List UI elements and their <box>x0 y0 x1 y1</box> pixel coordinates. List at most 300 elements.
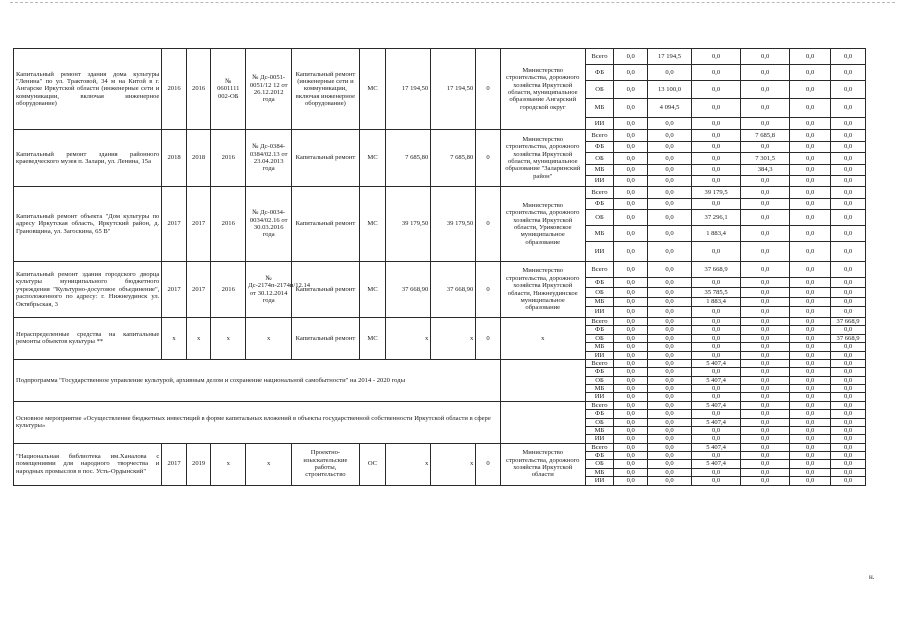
year-amount-cell: 0,0 <box>692 334 741 342</box>
year-amount-cell: 0,0 <box>614 401 648 409</box>
funding-source-cell: МБ <box>585 343 614 351</box>
start-year-cell: 2016 <box>162 49 187 130</box>
year-amount-cell: 0,0 <box>741 99 790 118</box>
year-amount-cell: 0,0 <box>741 242 790 262</box>
year-amount-cell: 37 296,1 <box>692 210 741 226</box>
year-amount-cell: 39 179,5 <box>692 187 741 199</box>
year-amount-cell: 0,0 <box>790 418 831 426</box>
year-amount-cell: 0,0 <box>648 307 692 318</box>
funding-source-cell: ОБ <box>585 376 614 384</box>
year-amount-cell: 0,0 <box>831 351 866 359</box>
year-amount-cell: 0,0 <box>614 65 648 81</box>
year-amount-cell: 0,0 <box>648 262 692 278</box>
ownership-type-cell: МС <box>359 49 386 130</box>
object-name-cell: Капитальный ремонт здания дома культуры "Ленина" по ул. Трактовой, 34 м на Китой в г. Ангарске Иркутской области (инженерные сети и коммуникации, включая инженерное оборудование) <box>14 49 162 130</box>
year-amount-cell: 0,0 <box>614 176 648 187</box>
completed-cost-cell: 0 <box>476 130 501 187</box>
year-amount-cell: 0,0 <box>831 153 866 165</box>
funding-source-cell: ФБ <box>585 278 614 288</box>
year-amount-cell: 0,0 <box>692 307 741 318</box>
year-amount-cell: 0,0 <box>648 298 692 307</box>
completed-cost-cell: 0 <box>476 187 501 262</box>
work-type-cell: Капитальный ремонт (инженерные сети и коммуникации, включая инженерное оборудование) <box>292 49 360 130</box>
year-amount-cell: 0,0 <box>790 410 831 418</box>
funding-source-cell: МБ <box>585 385 614 393</box>
year-amount-cell: 0,0 <box>790 468 831 476</box>
year-amount-cell: 0,0 <box>648 401 692 409</box>
year-amount-cell: 0,0 <box>790 65 831 81</box>
year-amount-cell: 0,0 <box>614 318 648 326</box>
ownership-type-cell: МС <box>359 262 386 318</box>
year-amount-cell: 0,0 <box>648 435 692 443</box>
year-amount-cell: 0,0 <box>614 426 648 434</box>
program-name-cell: Подпрограмма "Государственное управление культурой, архивным делом и сохранение национальной самобытности" на 2014 - 2020 годы <box>14 359 501 401</box>
year-amount-cell: 0,0 <box>648 452 692 460</box>
year-amount-cell: 0,0 <box>648 393 692 401</box>
year-amount-cell: 0,0 <box>741 343 790 351</box>
year-amount-cell: 0,0 <box>831 460 866 468</box>
funding-source-cell: ФБ <box>585 199 614 210</box>
year-amount-cell: 0,0 <box>790 142 831 153</box>
year-amount-cell: 0,0 <box>648 334 692 342</box>
funding-source-cell: ОБ <box>585 153 614 165</box>
year-amount-cell: 0,0 <box>648 343 692 351</box>
year-amount-cell: 5 407,4 <box>692 418 741 426</box>
year-amount-cell: 5 407,4 <box>692 460 741 468</box>
year-amount-cell: 5 407,4 <box>692 443 741 451</box>
year-amount-cell: 0,0 <box>790 187 831 199</box>
year-amount-cell: 0,0 <box>614 359 648 367</box>
empty-cell <box>500 401 585 443</box>
year-amount-cell: 7 301,5 <box>741 153 790 165</box>
funding-source-cell: ИИ <box>585 118 614 130</box>
year-amount-cell: 0,0 <box>790 176 831 187</box>
year-amount-cell: 0,0 <box>741 326 790 334</box>
year-amount-cell: 0,0 <box>831 165 866 176</box>
funding-source-cell: ИИ <box>585 435 614 443</box>
year-amount-cell: 0,0 <box>790 307 831 318</box>
year-amount-cell: 0,0 <box>831 385 866 393</box>
year-amount-cell: 0,0 <box>648 410 692 418</box>
year-amount-cell: 0,0 <box>692 435 741 443</box>
year-amount-cell: 0,0 <box>614 351 648 359</box>
year-amount-cell: 0,0 <box>692 142 741 153</box>
year-amount-cell: 0,0 <box>741 210 790 226</box>
year-amount-cell: 0,0 <box>831 199 866 210</box>
year-amount-cell: 0,0 <box>790 262 831 278</box>
year-amount-cell: 0,0 <box>741 452 790 460</box>
year-amount-cell: 0,0 <box>741 401 790 409</box>
year-amount-cell: 0,0 <box>831 468 866 476</box>
year-amount-cell: 0,0 <box>648 318 692 326</box>
year-amount-cell: 0,0 <box>831 443 866 451</box>
year-amount-cell: 0,0 <box>790 242 831 262</box>
year-amount-cell: 0,0 <box>614 468 648 476</box>
responsible-party-cell: x <box>500 318 585 360</box>
year-amount-cell: 0,0 <box>692 165 741 176</box>
object-name-cell: Нераспределенные средства на капитальные ремонты объектов культуры ** <box>14 318 162 360</box>
completed-cost-cell: 0 <box>476 262 501 318</box>
year-amount-cell: 0,0 <box>614 460 648 468</box>
year-amount-cell: 0,0 <box>614 199 648 210</box>
funding-source-cell: Всего <box>585 49 614 65</box>
year-amount-cell: 0,0 <box>831 393 866 401</box>
funding-source-cell: ФБ <box>585 368 614 376</box>
funding-source-cell: Всего <box>585 187 614 199</box>
year-amount-cell: 0,0 <box>741 65 790 81</box>
year-amount-cell: 0,0 <box>790 393 831 401</box>
year-amount-cell: 0,0 <box>692 477 741 485</box>
end-year-cell: x <box>186 318 211 360</box>
year-amount-cell: 0,0 <box>741 226 790 242</box>
start-year-cell: 2017 <box>162 443 187 485</box>
year-amount-cell: 0,0 <box>614 262 648 278</box>
year-amount-cell: 0,0 <box>648 468 692 476</box>
funding-source-cell: МБ <box>585 468 614 476</box>
year-amount-cell: 0,0 <box>648 65 692 81</box>
year-amount-cell: 0,0 <box>831 326 866 334</box>
document-number-cell: 2016 <box>211 187 246 262</box>
year-amount-cell: 0,0 <box>741 262 790 278</box>
year-amount-cell: 0,0 <box>831 65 866 81</box>
responsible-party-cell: Министерство строительства, дорожного хозяйства Иркутской области, муниципальное образование Ангарский городской округ <box>500 49 585 130</box>
year-amount-cell: 0,0 <box>614 210 648 226</box>
year-amount-cell: 0,0 <box>741 118 790 130</box>
funding-source-cell: Всего <box>585 130 614 142</box>
responsible-party-cell: Министерство строительства, дорожного хозяйства Иркутской области, Нижнеудинское муниципальное образование <box>500 262 585 318</box>
year-amount-cell: 0,0 <box>648 153 692 165</box>
year-amount-cell: 0,0 <box>831 307 866 318</box>
year-amount-cell: 0,0 <box>790 460 831 468</box>
funding-source-cell: ИИ <box>585 242 614 262</box>
funding-source-cell: Всего <box>585 318 614 326</box>
funding-source-cell: ФБ <box>585 410 614 418</box>
work-type-cell: Капитальный ремонт <box>292 130 360 187</box>
funding-source-cell: ОБ <box>585 418 614 426</box>
year-amount-cell: 0,0 <box>614 307 648 318</box>
year-amount-cell: 0,0 <box>790 153 831 165</box>
year-amount-cell: 0,0 <box>790 385 831 393</box>
year-amount-cell: 0,0 <box>790 210 831 226</box>
year-amount-cell: 0,0 <box>741 426 790 434</box>
year-amount-cell: 0,0 <box>790 477 831 485</box>
funding-source-cell: МБ <box>585 426 614 434</box>
year-amount-cell: 0,0 <box>692 199 741 210</box>
year-amount-cell: 0,0 <box>741 376 790 384</box>
year-amount-cell: 0,0 <box>614 242 648 262</box>
year-amount-cell: 37 668,9 <box>692 262 741 278</box>
year-amount-cell: 0,0 <box>614 99 648 118</box>
estimated-cost-cell: x <box>386 443 431 485</box>
year-amount-cell: 0,0 <box>741 393 790 401</box>
object-name-cell: Капитальный ремонт объекта "Дом культуры по адресу Иркутская область, Иркутский район, д. Грановщина, ул. Загоскина, 65 В" <box>14 187 162 262</box>
year-amount-cell: 0,0 <box>648 210 692 226</box>
year-amount-cell: 0,0 <box>692 343 741 351</box>
year-amount-cell: 0,0 <box>790 368 831 376</box>
year-amount-cell: 4 094,5 <box>648 99 692 118</box>
year-amount-cell: 0,0 <box>614 334 648 342</box>
year-amount-cell: 0,0 <box>831 187 866 199</box>
year-amount-cell: 0,0 <box>614 452 648 460</box>
year-amount-cell: 0,0 <box>741 443 790 451</box>
ownership-type-cell: МС <box>359 318 386 360</box>
year-amount-cell: 0,0 <box>648 359 692 367</box>
year-amount-cell: 0,0 <box>648 165 692 176</box>
year-amount-cell: 0,0 <box>790 351 831 359</box>
year-amount-cell: 0,0 <box>614 130 648 142</box>
ownership-type-cell: МС <box>359 187 386 262</box>
year-amount-cell: 13 100,0 <box>648 81 692 99</box>
year-amount-cell: 0,0 <box>741 351 790 359</box>
year-amount-cell: 0,0 <box>692 130 741 142</box>
remaining-cost-cell: x <box>431 318 476 360</box>
year-amount-cell: 0,0 <box>831 298 866 307</box>
year-amount-cell: 0,0 <box>831 477 866 485</box>
year-amount-cell: 0,0 <box>692 176 741 187</box>
year-amount-cell: 0,0 <box>831 278 866 288</box>
year-amount-cell: 0,0 <box>614 326 648 334</box>
year-amount-cell: 0,0 <box>692 118 741 130</box>
year-amount-cell: 0,0 <box>790 435 831 443</box>
year-amount-cell: 0,0 <box>614 477 648 485</box>
work-type-cell: Капитальный ремонт <box>292 262 360 318</box>
year-amount-cell: 0,0 <box>741 176 790 187</box>
year-amount-cell: 0,0 <box>831 142 866 153</box>
year-amount-cell: 5 407,4 <box>692 359 741 367</box>
funding-source-cell: ОБ <box>585 460 614 468</box>
year-amount-cell: 0,0 <box>614 226 648 242</box>
year-amount-cell: 0,0 <box>648 142 692 153</box>
year-amount-cell: 0,0 <box>831 210 866 226</box>
table-row <box>14 443 866 451</box>
funding-source-cell: МБ <box>585 298 614 307</box>
year-amount-cell: 0,0 <box>741 199 790 210</box>
year-amount-cell: 0,0 <box>648 118 692 130</box>
responsible-party-cell: Министерство строительства, дорожного хозяйства Иркутской области, муниципальное образование "Заларинский район" <box>500 130 585 187</box>
end-year-cell: 2016 <box>186 49 211 130</box>
document-number-cell: 2016 <box>211 262 246 318</box>
year-amount-cell: 0,0 <box>831 81 866 99</box>
year-amount-cell: 0,0 <box>692 65 741 81</box>
year-amount-cell: 0,0 <box>741 318 790 326</box>
year-amount-cell: 0,0 <box>831 452 866 460</box>
year-amount-cell: 0,0 <box>648 226 692 242</box>
year-amount-cell: 0,0 <box>790 278 831 288</box>
funding-source-cell: Всего <box>585 262 614 278</box>
table-row <box>14 187 866 199</box>
year-amount-cell: 0,0 <box>692 393 741 401</box>
funding-source-cell: МБ <box>585 99 614 118</box>
year-amount-cell: 0,0 <box>741 307 790 318</box>
work-type-cell: Проектно-изыскательские работы, строительство <box>292 443 360 485</box>
year-amount-cell: 0,0 <box>790 298 831 307</box>
start-year-cell: 2018 <box>162 130 187 187</box>
funding-source-cell: ИИ <box>585 307 614 318</box>
year-amount-cell: 0,0 <box>614 278 648 288</box>
remaining-cost-cell: 17 194,50 <box>431 49 476 130</box>
funding-source-cell: МБ <box>585 226 614 242</box>
year-amount-cell: 0,0 <box>648 187 692 199</box>
year-amount-cell: 0,0 <box>741 278 790 288</box>
start-year-cell: 2017 <box>162 262 187 318</box>
year-amount-cell: 0,0 <box>831 418 866 426</box>
year-amount-cell: 0,0 <box>614 385 648 393</box>
completed-cost-cell: 0 <box>476 49 501 130</box>
year-amount-cell: 0,0 <box>831 426 866 434</box>
year-amount-cell: 0,0 <box>692 452 741 460</box>
object-name-cell: "Национальная библиотека им.Ханалова с помещениями для народного творчества и народных промыслов в пос. Усть-Ордынский" <box>14 443 162 485</box>
remaining-cost-cell: 39 179,50 <box>431 187 476 262</box>
year-amount-cell: 0,0 <box>614 81 648 99</box>
estimated-cost-cell: 39 179,50 <box>386 187 431 262</box>
expertise-cell: № Дс-0034-0034/02.16 от 30.03.2016 года <box>246 187 292 262</box>
year-amount-cell: 0,0 <box>648 368 692 376</box>
year-amount-cell: 0,0 <box>790 426 831 434</box>
year-amount-cell: 0,0 <box>614 376 648 384</box>
year-amount-cell: 0,0 <box>648 477 692 485</box>
work-type-cell: Капитальный ремонт <box>292 318 360 360</box>
year-amount-cell: 0,0 <box>614 443 648 451</box>
year-amount-cell: 0,0 <box>790 165 831 176</box>
year-amount-cell: 0,0 <box>790 326 831 334</box>
year-amount-cell: 0,0 <box>831 343 866 351</box>
year-amount-cell: 384,3 <box>741 165 790 176</box>
year-amount-cell: 0,0 <box>790 81 831 99</box>
year-amount-cell: 0,0 <box>648 385 692 393</box>
year-amount-cell: 0,0 <box>831 49 866 65</box>
year-amount-cell: 0,0 <box>741 187 790 199</box>
year-amount-cell: 0,0 <box>614 118 648 130</box>
funding-source-cell: МБ <box>585 165 614 176</box>
year-amount-cell: 0,0 <box>831 99 866 118</box>
year-amount-cell: 0,0 <box>790 49 831 65</box>
year-amount-cell: 0,0 <box>692 153 741 165</box>
program-name-cell: Основное мероприятие «Осуществление бюджетных инвестиций в форме капитальных вложений в объекты государственной собственности Иркутской области в сфере культуры» <box>14 401 501 443</box>
year-amount-cell: 35 785,5 <box>692 288 741 298</box>
year-amount-cell: 0,0 <box>741 49 790 65</box>
year-amount-cell: 0,0 <box>790 118 831 130</box>
year-amount-cell: 37 668,9 <box>831 334 866 342</box>
year-amount-cell: 0,0 <box>614 343 648 351</box>
year-amount-cell: 0,0 <box>692 368 741 376</box>
year-amount-cell: 0,0 <box>648 443 692 451</box>
year-amount-cell: 0,0 <box>692 351 741 359</box>
year-amount-cell: 0,0 <box>741 418 790 426</box>
funding-source-cell: ФБ <box>585 142 614 153</box>
expertise-cell: № Дс-0384-0384/02.13 от 23.04.2013 года <box>246 130 292 187</box>
year-amount-cell: 0,0 <box>831 226 866 242</box>
year-amount-cell: 0,0 <box>831 242 866 262</box>
year-amount-cell: 0,0 <box>831 376 866 384</box>
year-amount-cell: 0,0 <box>790 376 831 384</box>
ownership-type-cell: МС <box>359 130 386 187</box>
year-amount-cell: 0,0 <box>692 99 741 118</box>
funding-source-cell: ОБ <box>585 81 614 99</box>
start-year-cell: 2017 <box>162 187 187 262</box>
object-name-cell: Капитальный ремонт здания районного краеведческого музея п. Залари, ул. Ленина, 15а <box>14 130 162 187</box>
year-amount-cell: 0,0 <box>692 318 741 326</box>
year-amount-cell: 0,0 <box>831 368 866 376</box>
expertise-cell: № Дс-0051-0051/12 12 от 26.12.2012 года <box>246 49 292 130</box>
year-amount-cell: 0,0 <box>741 410 790 418</box>
funding-source-cell: ОБ <box>585 210 614 226</box>
year-amount-cell: 0,0 <box>692 81 741 99</box>
document-number-cell: 2016 <box>211 130 246 187</box>
year-amount-cell: 0,0 <box>692 278 741 288</box>
scan-top-edge <box>10 2 895 3</box>
expertise-cell: x <box>246 318 292 360</box>
funding-source-cell: ИИ <box>585 176 614 187</box>
document-number-cell: x <box>211 318 246 360</box>
year-amount-cell: 0,0 <box>741 477 790 485</box>
year-amount-cell: 0,0 <box>790 99 831 118</box>
year-amount-cell: 0,0 <box>790 199 831 210</box>
funding-source-cell: ФБ <box>585 326 614 334</box>
year-amount-cell: 0,0 <box>648 351 692 359</box>
year-amount-cell: 0,0 <box>790 334 831 342</box>
start-year-cell: x <box>162 318 187 360</box>
table-row <box>14 130 866 142</box>
estimated-cost-cell: 37 668,90 <box>386 262 431 318</box>
year-amount-cell: 0,0 <box>831 359 866 367</box>
year-amount-cell: 0,0 <box>648 426 692 434</box>
year-amount-cell: 0,0 <box>741 298 790 307</box>
funding-source-cell: ИИ <box>585 477 614 485</box>
funding-source-cell: Всего <box>585 401 614 409</box>
year-amount-cell: 0,0 <box>692 468 741 476</box>
year-amount-cell: 0,0 <box>614 288 648 298</box>
estimated-cost-cell: 17 194,50 <box>386 49 431 130</box>
year-amount-cell: 0,0 <box>692 242 741 262</box>
year-amount-cell: 0,0 <box>790 130 831 142</box>
end-year-cell: 2017 <box>186 187 211 262</box>
year-amount-cell: 0,0 <box>614 187 648 199</box>
year-amount-cell: 0,0 <box>790 226 831 242</box>
table-body <box>14 49 866 486</box>
year-amount-cell: 0,0 <box>648 176 692 187</box>
year-amount-cell: 0,0 <box>614 410 648 418</box>
year-amount-cell: 0,0 <box>790 401 831 409</box>
year-amount-cell: 0,0 <box>831 262 866 278</box>
year-amount-cell: 0,0 <box>741 288 790 298</box>
year-amount-cell: 0,0 <box>648 242 692 262</box>
remaining-cost-cell: 7 685,80 <box>431 130 476 187</box>
year-amount-cell: 0,0 <box>614 368 648 376</box>
year-amount-cell: 0,0 <box>741 142 790 153</box>
year-amount-cell: 0,0 <box>831 435 866 443</box>
empty-cell <box>500 359 585 401</box>
year-amount-cell: 37 668,9 <box>831 318 866 326</box>
year-amount-cell: 0,0 <box>741 334 790 342</box>
year-amount-cell: 0,0 <box>614 142 648 153</box>
expertise-cell: № Дс-2174п-2174п/12.14 от 30.12.2014 года <box>246 262 292 318</box>
year-amount-cell: 0,0 <box>831 130 866 142</box>
completed-cost-cell: 0 <box>476 443 501 485</box>
expertise-cell: x <box>246 443 292 485</box>
year-amount-cell: 17 194,5 <box>648 49 692 65</box>
year-amount-cell: 0,0 <box>831 118 866 130</box>
year-amount-cell: 0,0 <box>831 410 866 418</box>
year-amount-cell: 0,0 <box>648 376 692 384</box>
estimated-cost-cell: 7 685,80 <box>386 130 431 187</box>
year-amount-cell: 5 407,4 <box>692 401 741 409</box>
year-amount-cell: 0,0 <box>614 418 648 426</box>
page-mark: н. <box>869 573 875 581</box>
year-amount-cell: 0,0 <box>614 393 648 401</box>
year-amount-cell: 0,0 <box>741 468 790 476</box>
estimated-cost-cell: x <box>386 318 431 360</box>
year-amount-cell: 0,0 <box>692 410 741 418</box>
